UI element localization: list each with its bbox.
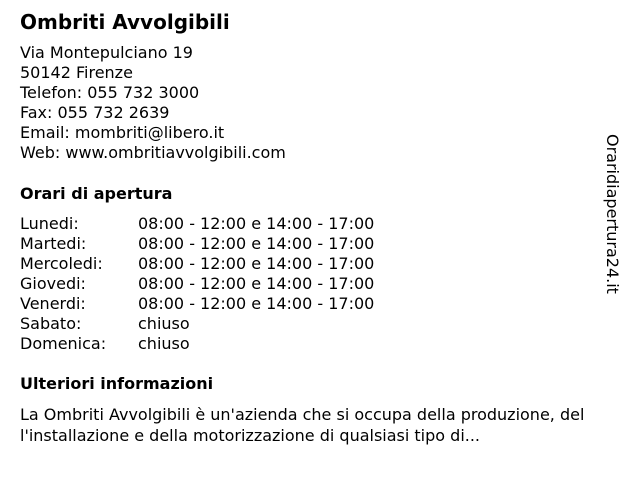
hours-day: Martedi: (20, 234, 87, 253)
business-description: La Ombriti Avvolgibili è un'azienda che si occupa della produzione, dell'installazione e della motorizzazione di qualsiasi tipo di... (20, 405, 585, 445)
hours-day: Giovedi: (20, 274, 86, 293)
phone-number: Telefon: 055 732 3000 (20, 83, 200, 102)
hours-row-saturday (20, 314, 374, 334)
hours-day: Sabato: (20, 314, 82, 333)
hours-row-monday (20, 214, 374, 234)
hours-time: 08:00 - 12:00 e 14:00 - 17:00 (138, 254, 375, 273)
hours-day: Mercoledi: (20, 254, 103, 273)
hours-time: 08:00 - 12:00 e 14:00 - 17:00 (138, 294, 375, 313)
website-address: Web: www.ombritiavvolgibili.com (20, 143, 286, 162)
further-info-heading: Ulteriori informazioni (20, 374, 214, 393)
hours-time: 08:00 - 12:00 e 14:00 - 17:00 (138, 274, 375, 293)
email-address: Email: mombriti@libero.it (20, 123, 225, 142)
hours-day: Domenica: (20, 334, 107, 353)
hours-time: chiuso (138, 334, 190, 353)
business-name: Ombriti Avvolgibili (20, 10, 230, 34)
hours-day: Lunedi: (20, 214, 79, 233)
hours-row-wednesday (20, 254, 374, 274)
city-address: 50142 Firenze (20, 63, 133, 82)
hours-time: 08:00 - 12:00 e 14:00 - 17:00 (138, 214, 375, 233)
hours-day: Venerdi: (20, 294, 86, 313)
contact-block (20, 43, 286, 163)
hours-time: 08:00 - 12:00 e 14:00 - 17:00 (138, 234, 375, 253)
opening-hours-heading: Orari di apertura (20, 184, 173, 203)
hours-row-sunday (20, 334, 374, 354)
hours-row-tuesday (20, 234, 374, 254)
site-watermark: Oraridiapertura24.it (603, 134, 622, 294)
hours-time: chiuso (138, 314, 190, 333)
hours-row-friday (20, 294, 374, 314)
hours-row-thursday (20, 274, 374, 294)
fax-number: Fax: 055 732 2639 (20, 103, 170, 122)
opening-hours-table (20, 214, 374, 354)
street-address: Via Montepulciano 19 (20, 43, 193, 62)
